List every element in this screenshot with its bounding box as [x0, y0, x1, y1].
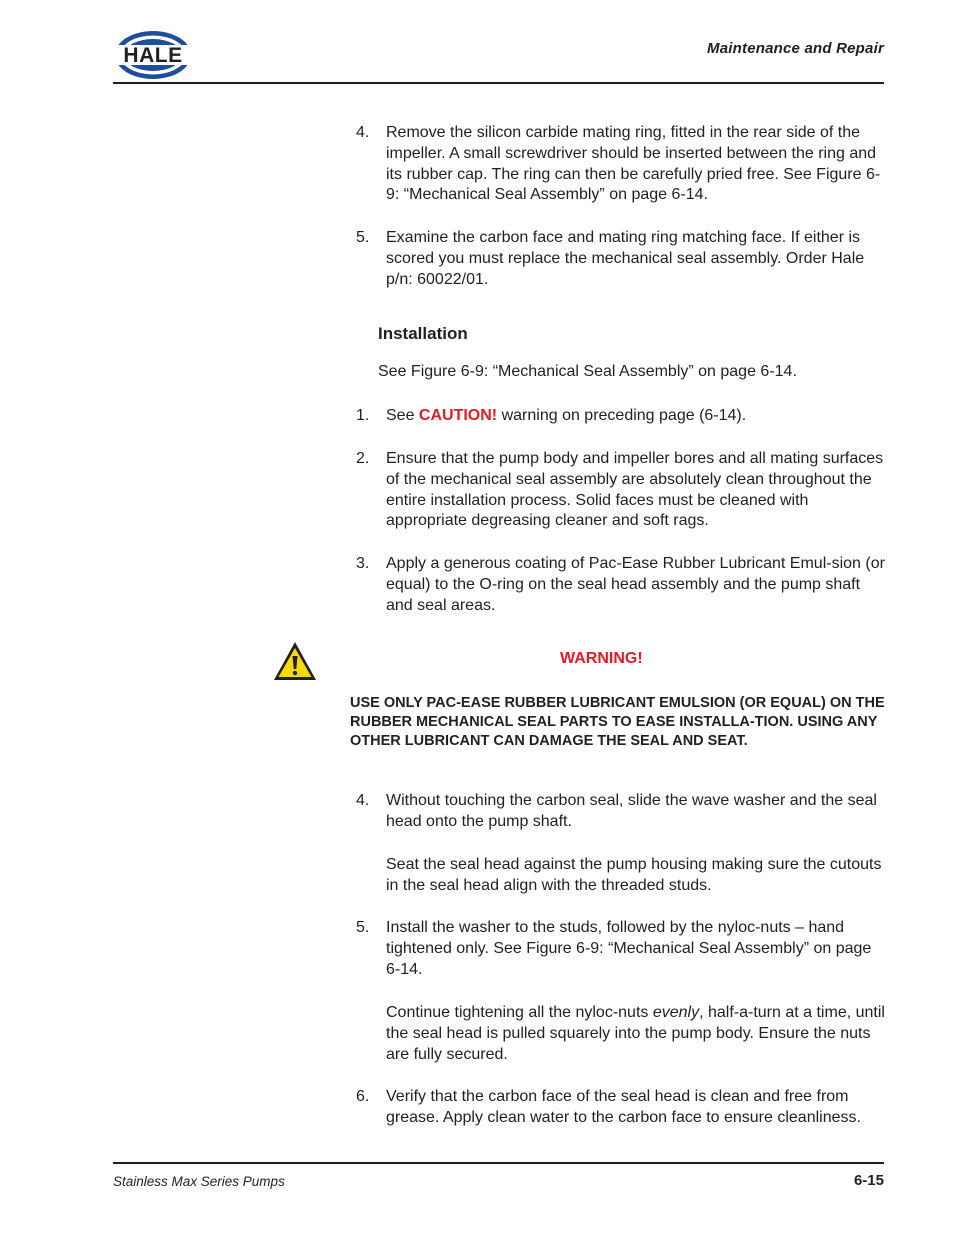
install-step-3 — [356, 554, 886, 616]
warning-triangle-icon — [272, 640, 318, 682]
step-5-note — [386, 1003, 886, 1065]
install-step-6 — [356, 1087, 886, 1129]
step-text: Remove the silicon carbide mating ring, fitted in the rear side of the impeller. A small screwdriver should be inserted between the ring and its rubber cap. The ring can then be carefully pried free. See Figure 6-9: “Mechanical Seal Assembly” on page 6-14. — [386, 124, 881, 204]
section-title: Maintenance and Repair — [707, 40, 884, 57]
step-number: 2. — [356, 450, 370, 467]
install-step-5 — [356, 918, 886, 980]
warning-body: USE ONLY PAC-EASE RUBBER LUBRICANT EMULSION (OR EQUAL) ON THE RUBBER MECHANICAL SEAL PARTS TO EASE INSTALLA-TION. USING ANY OTHER LUBRICANT CAN DAMAGE THE SEAL AND SEAT. — [350, 695, 885, 749]
installation-heading: Installation — [378, 324, 468, 343]
caution-label: CAUTION! — [418, 407, 498, 424]
step-suffix: warning on preceding page (6-14). — [497, 407, 747, 424]
installation-intro: See Figure 6-9: “Mechanical Seal Assembly” on page 6-14. — [378, 363, 797, 380]
step-number: 5. — [356, 919, 370, 936]
header-divider — [113, 82, 884, 84]
step-number: 6. — [356, 1088, 370, 1105]
step-text: Examine the carbon face and mating ring matching face. If either is scored you must replace the mechanical seal assembly. Order Hale p/n: 60022/01. — [386, 229, 865, 288]
step-text: Verify that the carbon face of the seal head is clean and free from grease. Apply clean water to the carbon face to ensure cleanliness. — [386, 1088, 861, 1126]
step-text: Without touching the carbon seal, slide the wave washer and the seal head onto the pump shaft. — [386, 792, 877, 830]
step-text: Apply a generous coating of Pac-Ease Rubber Lubricant Emul-sion (or equal) to the O-ring on the seal head assembly and the pump shaft and seal areas. — [386, 555, 885, 614]
emphasis-evenly: evenly — [652, 1004, 700, 1021]
step-number: 1. — [356, 407, 370, 424]
install-step-2 — [356, 449, 886, 532]
step-number: 3. — [356, 555, 370, 572]
footer-product-name: Stainless Max Series Pumps — [113, 1174, 285, 1189]
install-step-1 — [356, 406, 886, 427]
step-text: Install the washer to the studs, followed by the nyloc-nuts – hand tightened only. See Figure 6-9: “Mechanical Seal Assembly” on page 6-14. — [386, 919, 872, 978]
warning-title: WARNING! — [560, 650, 643, 667]
removal-step-5 — [356, 228, 886, 290]
step-number: 4. — [356, 124, 370, 141]
step-number: 4. — [356, 792, 370, 809]
step-text: Ensure that the pump body and impeller bores and all mating surfaces of the mechanical seal assembly are absolutely clean throughout the entire installation process. Solid faces must be cleaned with appropriate degreasing cleaner and soft rags. — [386, 450, 884, 530]
hale-logo — [112, 28, 194, 82]
install-step-4 — [356, 791, 886, 833]
note-text: , half-a-turn at a time, until the seal head is pulled squarely into the pump body. Ensure the nuts are fully secured. — [386, 1004, 885, 1063]
step-prefix: See — [386, 407, 419, 424]
logo-text: HALE — [123, 44, 183, 67]
step-number: 5. — [356, 229, 370, 246]
page-number: 6-15 — [853, 1172, 884, 1189]
step-text — [386, 406, 886, 427]
note-text: Continue tightening all the nyloc-nuts — [386, 1004, 653, 1021]
step-4-note: Seat the seal head against the pump housing making sure the cutouts in the seal head align with the threaded studs. — [386, 856, 882, 894]
footer-divider — [113, 1162, 884, 1164]
removal-step-4 — [356, 123, 886, 206]
